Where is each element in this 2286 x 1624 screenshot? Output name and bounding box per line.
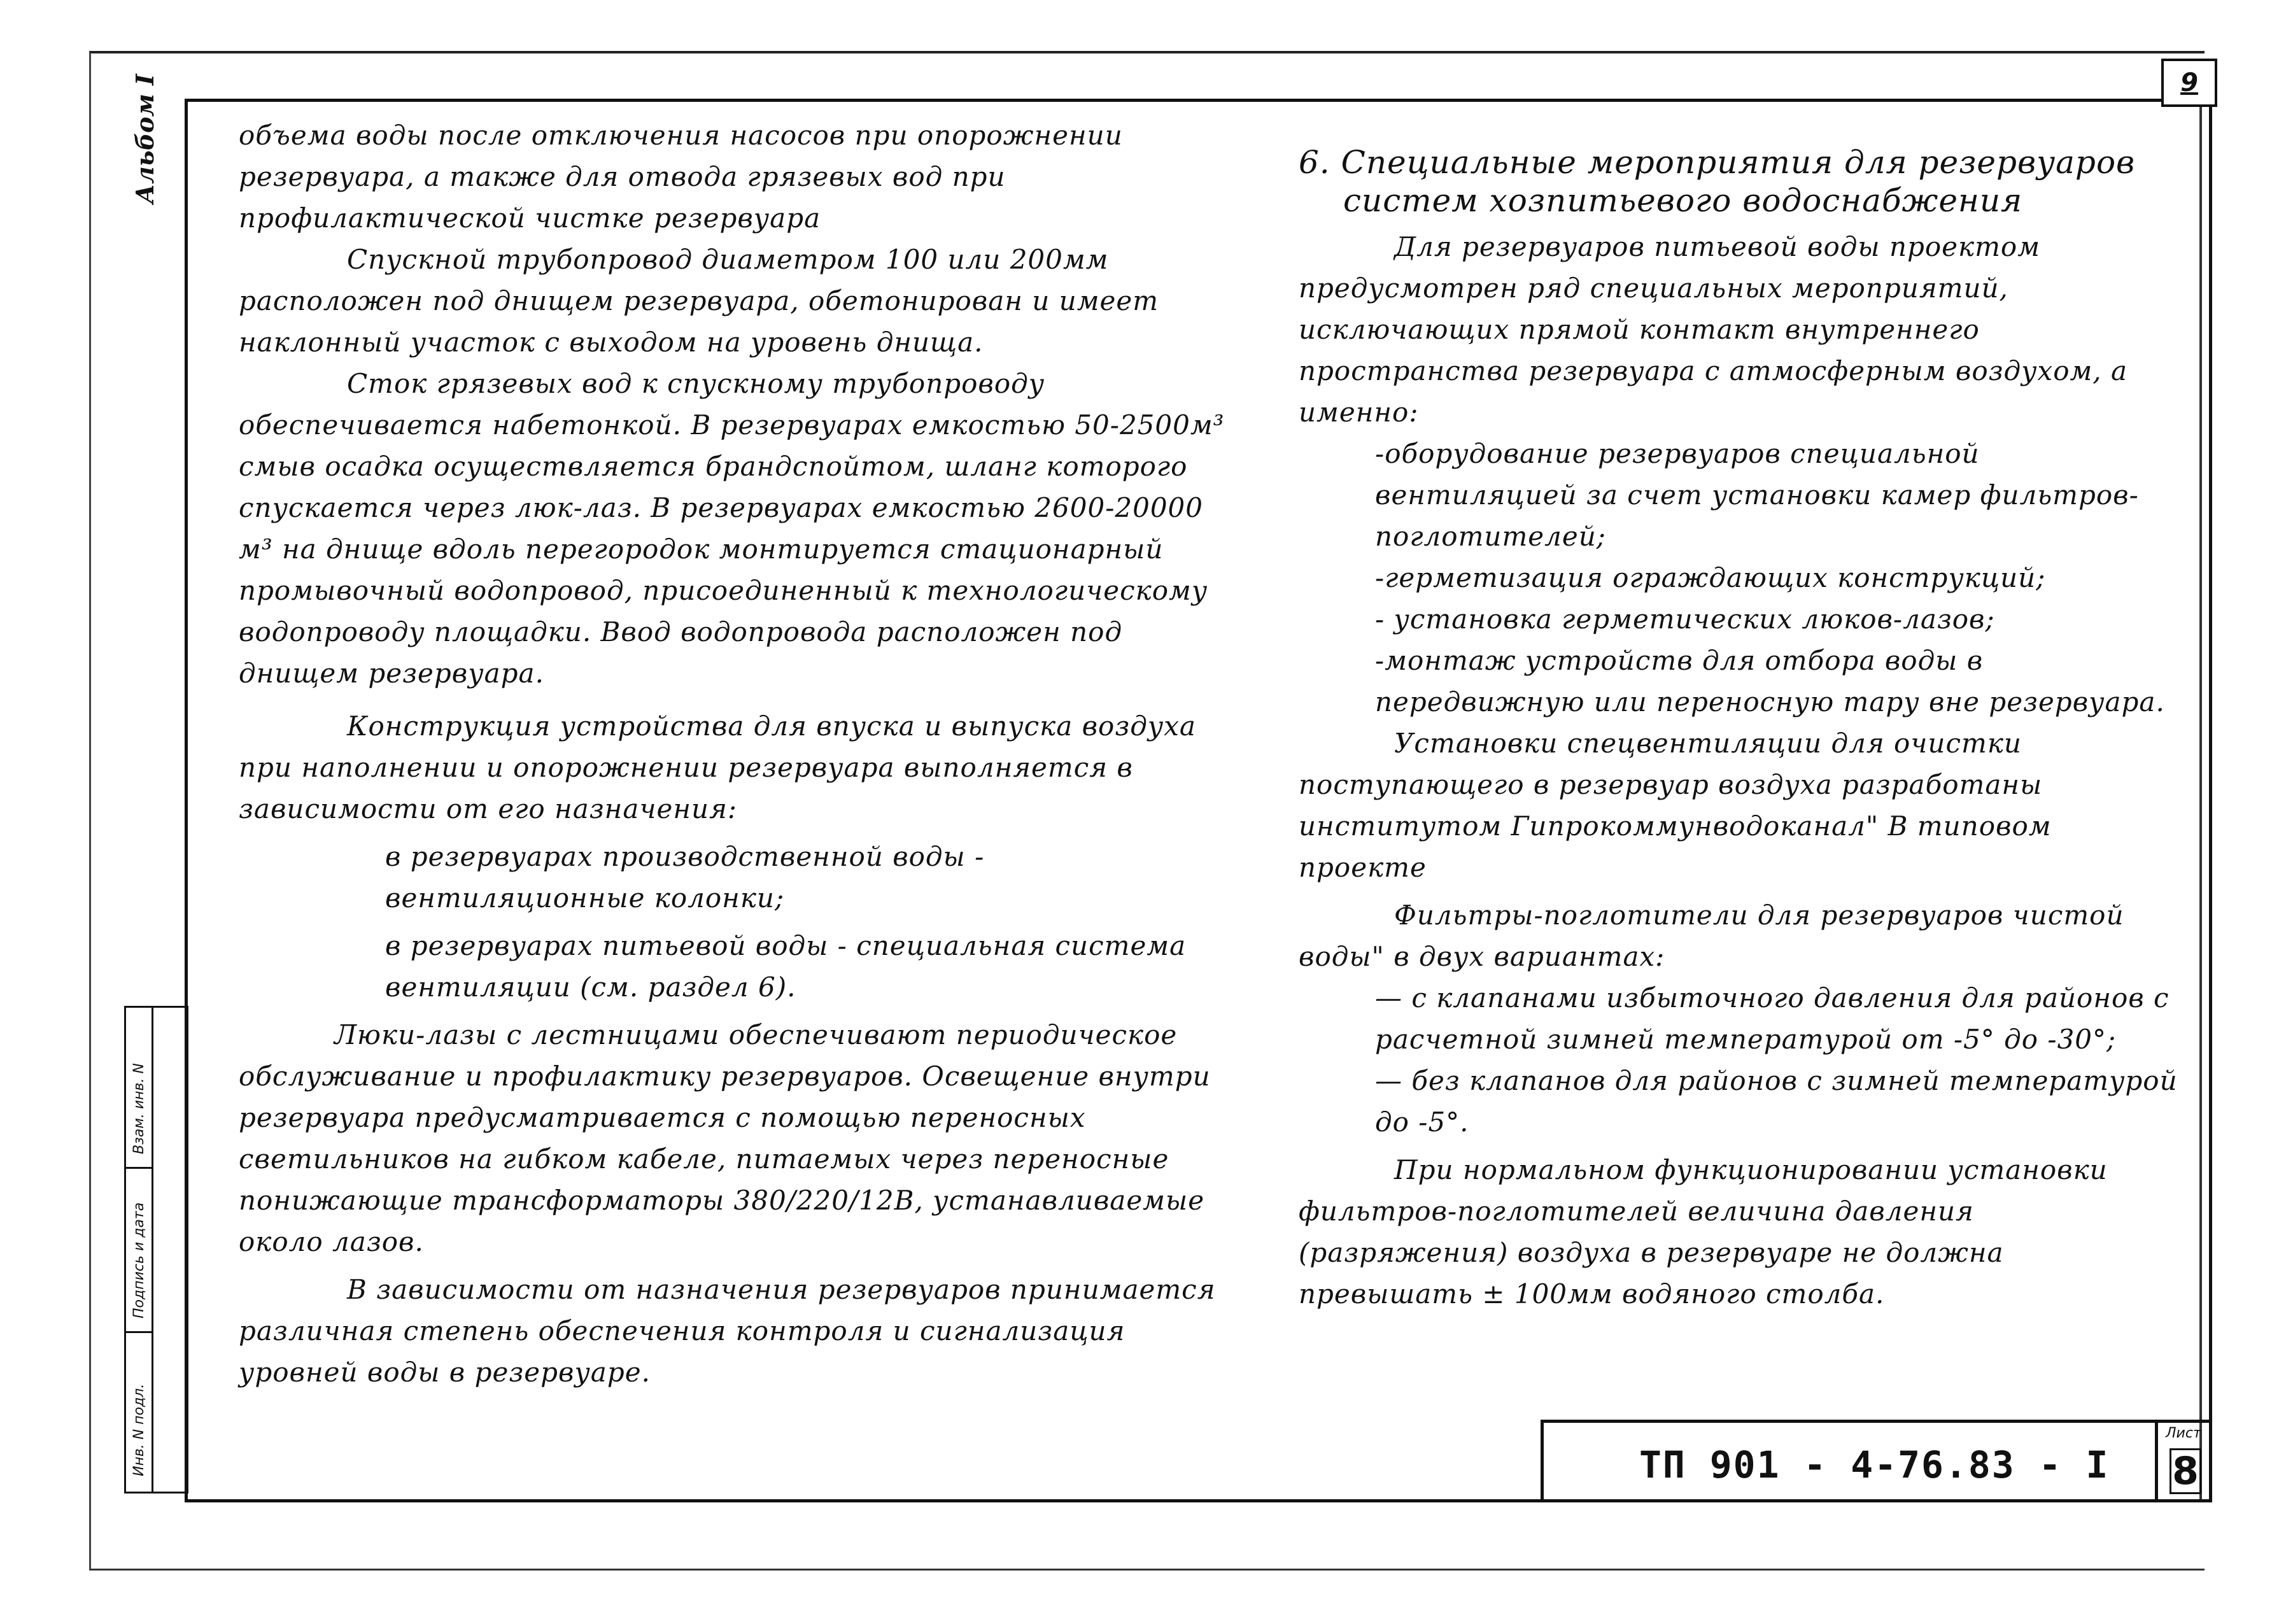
album-label: Альбом I: [131, 74, 159, 204]
paragraph: Фильтры-поглотители для резервуаров чистой воды" в двух вариантах:: [1299, 900, 2124, 972]
title-block: [1541, 1420, 2209, 1502]
heading-line: 6. Специальные мероприятия для резервуаров: [1299, 144, 2136, 181]
frame-edge-line: [2199, 102, 2202, 1499]
stamp-divider: [152, 1008, 153, 1492]
sheet-label: Лист: [2166, 1425, 2201, 1441]
list-item: -герметизация ограждающих конструкций;: [1375, 562, 2046, 593]
paragraph: Для резервуаров питьевой воды проектом предусмотрен ряд специальных мероприятий, исключающих прямой контакт внутреннего пространства резервуара с атмосферным воздухом, а именно:: [1299, 231, 2128, 428]
left-text-column: [239, 115, 1238, 1393]
paragraph: в резервуарах производственной воды - вентиляционные колонки;: [385, 841, 985, 914]
stamp-label-inventory: Инв. N подл.: [131, 1383, 147, 1476]
paragraph: Сток грязевых вод к спускному трубопроводу обеспечивается набетонкой. В резервуарах емкостью 50-2500м³ смыв осадка осуществляется брандспойтом, шланг которого спускается через люк-лаз. В резервуарах емкостью 2600-20000 м³ на днище вдоль перегородок монтируется стационарный промывочный водопровод, присоединенный к технологическому водопроводу площадки. Ввод водопровода расположен под днищем резервуара.: [239, 368, 1225, 689]
list-item: - установка герметических люков-лазов;: [1375, 604, 1995, 635]
paragraph: Конструкция устройства для впуска и выпуска воздуха при наполнении и опорожнении резервуара выполняется в зависимости от его назначения:: [239, 710, 1196, 824]
list-item: — с клапанами избыточного давления для районов с расчетной зимней температурой от -5° до -30°;: [1375, 982, 2170, 1055]
paragraph: объема воды после отключения насосов при опорожнении резервуара, а также для отвода грязевых вод при профилактической чистке резервуара: [239, 120, 1123, 234]
heading-line: систем хозпитьевого водоснабжения: [1343, 182, 2023, 219]
right-text-column: [1299, 143, 2187, 1315]
paragraph: В зависимости от назначения резервуаров принимается различная степень обеспечения контроля и сигнализация уровней воды в резервуаре.: [239, 1274, 1216, 1388]
sheet-box: [2155, 1423, 2209, 1499]
list-item: — без клапанов для районов с зимней температурой до -5°.: [1375, 1065, 2178, 1138]
stamp-cell-signature: [126, 1169, 152, 1333]
paragraph: Установки спецвентиляции для очистки поступающего в резервуар воздуха разработаны институтом Гипрокоммунводоканал" В типовом проекте: [1299, 728, 2052, 883]
stamp-label-signature: Подпись и дата: [131, 1202, 147, 1318]
paragraph: в резервуарах питьевой воды - специальная система вентиляции (см. раздел 6).: [385, 930, 1187, 1003]
list-item: -оборудование резервуаров специальной вентиляцией за счет установки камер фильтров-поглотителей;: [1375, 438, 2139, 552]
stamp-cell-inventory: [126, 1333, 152, 1490]
document-code: ТП 901 - 4-76.83 - I: [1639, 1443, 2110, 1486]
stamp-strip: [124, 1006, 188, 1493]
list-item: -монтаж устройств для отбора воды в передвижную или переносную тару вне резервуара.: [1375, 645, 2165, 717]
paragraph: Спускной трубопровод диаметром 100 или 200мм расположен под днищем резервуара, обетонирован и имеет наклонный участок с выходом на уровень днища.: [239, 244, 1159, 358]
stamp-label-replacement: Взам. инв. N: [131, 1063, 147, 1154]
sheet-value: 8: [2170, 1448, 2201, 1494]
section-heading: [1299, 143, 2187, 220]
stamp-cell-replacement: [126, 1008, 152, 1169]
sheet-number: 9: [2161, 59, 2217, 107]
paragraph: При нормальном функционировании установки фильтров-поглотителей величина давления (разряжения) воздуха в резервуаре не должна превышать ± 100мм водяного столба.: [1299, 1154, 2108, 1310]
paragraph: Люки-лазы с лестницами обеспечивают периодическое обслуживание и профилактику резервуаров. Освещение внутри резервуара предусматривается с помощью переносных светильников на гибком кабеле, питаемых через переносные понижающие трансформаторы 380/220/12В, устанавливаемые около лазов.: [239, 1019, 1211, 1257]
